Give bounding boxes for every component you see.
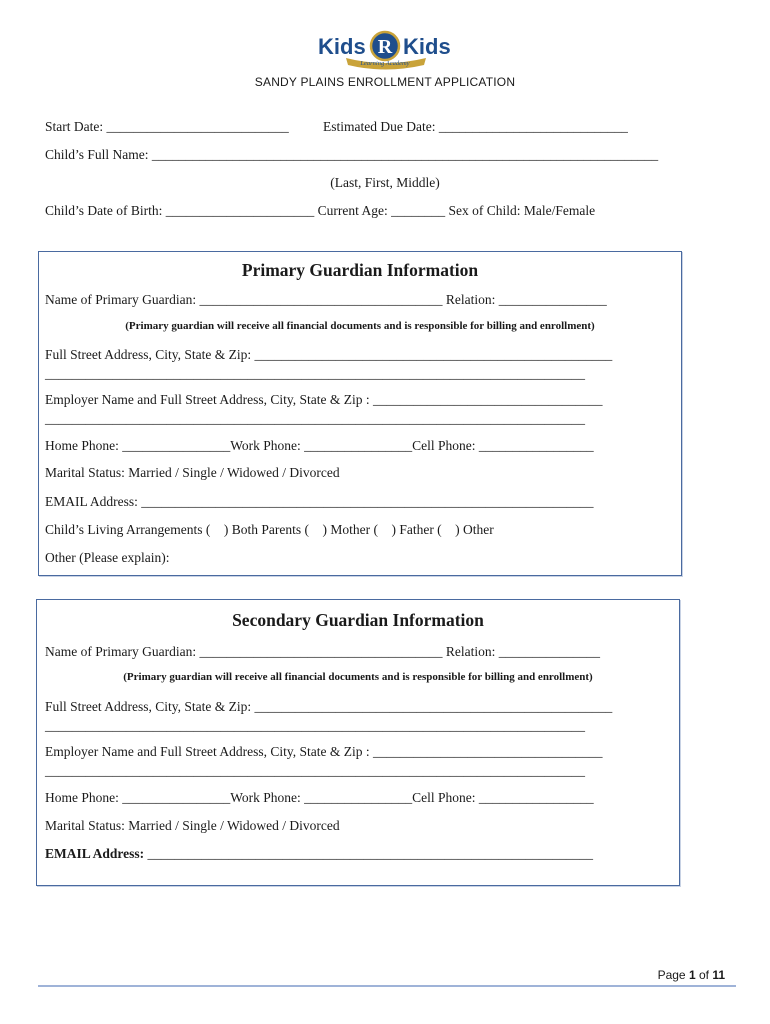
secondary-marital-status[interactable]: Marital Status: Married / Single / Widowed / Divorced <box>45 818 340 833</box>
primary-guardian-title: Primary Guardian Information <box>241 260 479 280</box>
due-date-field[interactable]: Estimated Due Date: ____________________________ <box>323 119 628 134</box>
primary-billing-note: (Primary guardian will receive all financial documents and is responsible for billing and enrollment) <box>125 320 595 332</box>
living-arrangements-options[interactable]: Child’s Living Arrangements ( ) Both Parents ( ) Mother ( ) Father ( ) Other <box>45 522 494 537</box>
secondary-email-label: EMAIL Address: <box>45 846 145 861</box>
primary-employer-field-line2[interactable]: ________________________________________________________________________________ <box>45 411 585 426</box>
logo-left-word: Kids <box>318 34 366 59</box>
page-number <box>658 968 725 982</box>
secondary-guardian-section <box>36 599 680 886</box>
primary-phones-field[interactable]: Home Phone: ________________Work Phone: ________________Cell Phone: _________________ <box>45 438 594 453</box>
page-of: of <box>695 968 713 982</box>
logo-right-word: Kids <box>403 34 451 59</box>
secondary-email-blank[interactable]: __________________________________________________________________ <box>144 846 594 861</box>
primary-employer-field[interactable]: Employer Name and Full Street Address, City, State & Zip : __________________________________ <box>45 392 603 407</box>
secondary-guardian-title: Secondary Guardian Information <box>232 610 484 630</box>
secondary-address-field[interactable]: Full Street Address, City, State & Zip: _____________________________________________________ <box>45 699 613 714</box>
secondary-email-field[interactable] <box>45 846 593 862</box>
logo-ribbon-text: Learning Academy <box>360 60 410 67</box>
name-format-hint: (Last, First, Middle) <box>330 175 440 190</box>
primary-marital-status[interactable]: Marital Status: Married / Single / Widowed / Divorced <box>45 465 340 480</box>
document-title: SANDY PLAINS ENROLLMENT APPLICATION <box>254 75 516 89</box>
footer-divider <box>38 985 736 987</box>
primary-name-relation-field[interactable]: Name of Primary Guardian: ____________________________________ Relation: ________________ <box>45 292 607 307</box>
secondary-phones-field[interactable]: Home Phone: ________________Work Phone: ________________Cell Phone: _________________ <box>45 790 594 805</box>
page-label: Page <box>657 968 689 982</box>
secondary-billing-note: (Primary guardian will receive all financial documents and is responsible for billing and enrollment) <box>123 671 593 683</box>
start-date-field[interactable]: Start Date: ___________________________ <box>45 119 289 134</box>
primary-address-field[interactable]: Full Street Address, City, State & Zip: _____________________________________________________ <box>45 347 613 362</box>
secondary-employer-field-line2[interactable]: ________________________________________________________________________________ <box>45 763 585 778</box>
other-explain-field[interactable]: Other (Please explain): <box>45 550 170 565</box>
secondary-address-field-line2[interactable]: ________________________________________________________________________________ <box>45 718 585 733</box>
logo-graphic <box>314 28 456 70</box>
primary-address-field-line2[interactable]: ________________________________________________________________________________ <box>45 366 585 381</box>
primary-email-field[interactable]: EMAIL Address: ___________________________________________________________________ <box>45 494 594 509</box>
logo-center-letter: R <box>377 36 393 58</box>
child-dob-age-sex-field[interactable]: Child’s Date of Birth: ______________________ Current Age: ________ Sex of Child: Male/Female <box>45 203 596 218</box>
page-current: 1 <box>688 968 696 982</box>
secondary-name-relation-field[interactable]: Name of Primary Guardian: ____________________________________ Relation: _______________ <box>45 644 600 659</box>
secondary-employer-field[interactable]: Employer Name and Full Street Address, City, State & Zip : __________________________________ <box>45 744 603 759</box>
child-full-name-field[interactable]: Child’s Full Name: ___________________________________________________________________________ <box>45 147 659 162</box>
kids-r-kids-logo <box>314 28 456 70</box>
primary-guardian-section <box>38 251 682 576</box>
page-total: 11 <box>712 968 725 982</box>
